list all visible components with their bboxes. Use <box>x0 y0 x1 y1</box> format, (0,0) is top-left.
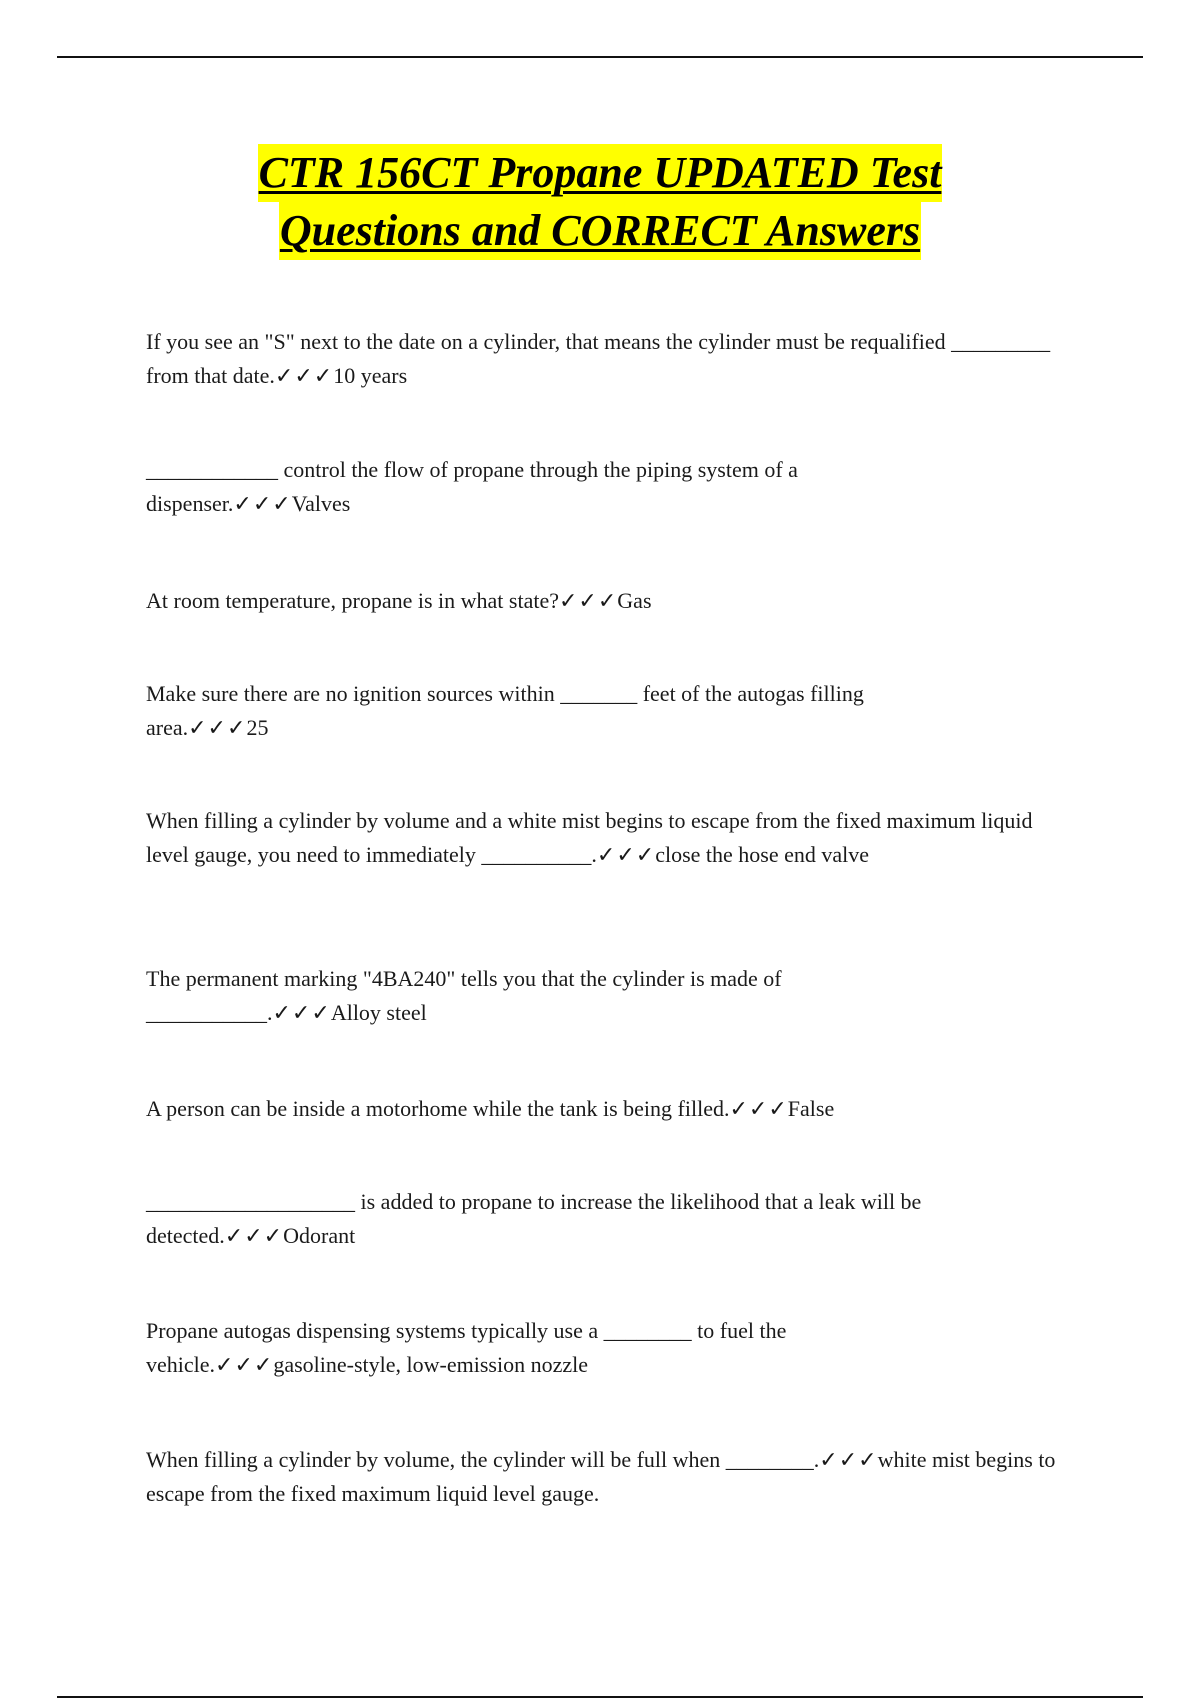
answer-text: 25 <box>246 715 269 740</box>
checkmark-icon: ✓✓✓ <box>272 1000 331 1025</box>
qa-item <box>146 325 1066 393</box>
answer-text: gasoline-style, low-emission nozzle <box>273 1352 588 1377</box>
question-text: ___________________ is added to propane to increase the likelihood that a leak will be detected. <box>146 1189 922 1248</box>
question-text: ____________ control the flow of propane through the piping system of a dispenser. <box>146 457 798 516</box>
checkmark-icon: ✓✓✓ <box>819 1447 878 1472</box>
checkmark-icon: ✓✓✓ <box>188 715 247 740</box>
top-rule <box>57 56 1143 58</box>
question-text: When filling a cylinder by volume, the cylinder will be full when ________. <box>146 1447 820 1472</box>
checkmark-icon: ✓✓✓ <box>558 588 618 613</box>
qa-item <box>146 453 906 521</box>
checkmark-icon: ✓✓✓ <box>729 1096 788 1121</box>
qa-item <box>146 804 1076 872</box>
checkmark-icon: ✓✓✓ <box>233 491 292 516</box>
question-text: A person can be inside a motorhome while the tank is being filled. <box>146 1096 730 1121</box>
answer-text: white mist begins to escape from the fixed maximum liquid level gauge. <box>146 1447 1056 1506</box>
checkmark-icon: ✓✓✓ <box>224 1223 284 1248</box>
question-text: The permanent marking "4BA240" tells you that the cylinder is made of ___________. <box>146 966 782 1025</box>
answer-text: 10 years <box>333 363 408 388</box>
question-text: When filling a cylinder by volume and a white mist begins to escape from the fixed maximum liquid level gauge, you need to immediately __________. <box>146 808 1033 867</box>
qa-item <box>146 1314 906 1382</box>
qa-item <box>146 1443 1076 1511</box>
checkmark-icon: ✓✓✓ <box>215 1352 274 1377</box>
answer-text: Valves <box>291 491 351 516</box>
checkmark-icon: ✓✓✓ <box>274 363 334 388</box>
answer-text: Gas <box>617 588 652 613</box>
checkmark-icon: ✓✓✓ <box>596 842 656 867</box>
bottom-rule <box>57 1696 1143 1698</box>
qa-item <box>146 1092 1066 1126</box>
answer-text: Odorant <box>283 1223 356 1248</box>
question-text: Make sure there are no ignition sources within _______ feet of the autogas filling area. <box>146 681 864 740</box>
qa-item <box>146 584 1066 618</box>
answer-text: close the hose end valve <box>655 842 870 867</box>
answer-text: False <box>787 1096 835 1121</box>
question-text: If you see an "S" next to the date on a cylinder, that means the cylinder must be requalified _________ from that date. <box>146 329 1051 388</box>
qa-item <box>146 677 946 745</box>
answer-text: Alloy steel <box>330 1000 427 1025</box>
question-text: Propane autogas dispensing systems typically use a ________ to fuel the vehicle. <box>146 1318 787 1377</box>
question-text: At room temperature, propane is in what state? <box>146 588 559 613</box>
document-title <box>0 144 1200 260</box>
title-line-2: Questions and CORRECT Answers <box>279 202 921 260</box>
qa-item <box>146 1185 1036 1253</box>
qa-item <box>146 962 866 1030</box>
title-line-1: CTR 156CT Propane UPDATED Test <box>258 144 943 202</box>
